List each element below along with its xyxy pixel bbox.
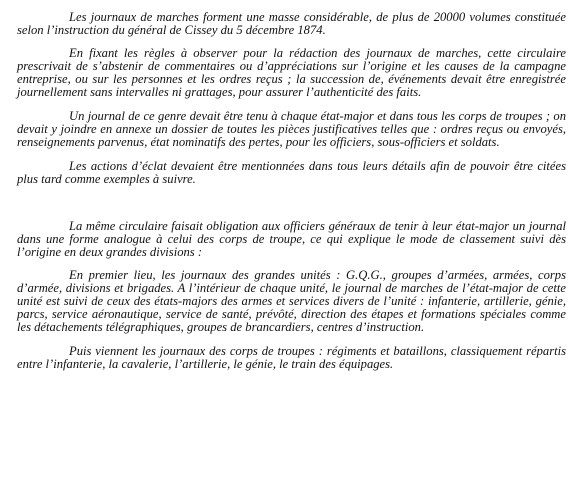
section-gap bbox=[17, 186, 566, 220]
paragraph-3: Un journal de ce genre devait être tenu à chaque état-major et dans tous les corps de troupes ; on devait y joindre en annexe un dossier de toutes les pièces justificatives telles que : ordres reçus ou envoyés, renseignements parvenus, état nominatifs des pertes, pour les officiers, sous-officiers et soldats. bbox=[17, 109, 566, 149]
paragraph-7: Puis viennent les journaux des corps de troupes : régiments et bataillons, classiquement répartis entre l’infanterie, la cavalerie, l’artillerie, le génie, le train des équipages. bbox=[17, 344, 566, 371]
paragraph-2: En fixant les règles à observer pour la rédaction des journaux de marches, cette circulaire prescrivait de s’abstenir de commentaires ou d’appréciations sur l’origine et les causes de la campagne entreprise, ou sur les personnes et les ordres reçus ; la succession de, événements devait être enregistrée journellement sans intervalles ni grattages, pour assurer l’authenticité des faits. bbox=[17, 46, 566, 99]
paragraph-4: Les actions d’éclat devaient être mentionnées dans tous leurs détails afin de pouvoir être citées plus tard comme exemples à suivre. bbox=[17, 159, 566, 186]
paragraph-1: Les journaux de marches forment une masse considérable, de plus de 20000 volumes constituée selon l’instruction du général de Cissey du 5 décembre 1874. bbox=[17, 10, 566, 37]
paragraph-6: En premier lieu, les journaux des grandes unités : G.Q.G., groupes d’armées, armées, corps d’armée, divisions et brigades. A l’intérieur de chaque unité, le journal de marches de l’état-major de cette unité est suivi de ceux des états-majors des armes et services divers de l’unité : infanterie, artillerie, génie, parcs, service aéronautique, service de santé, prévôté, direction des étapes et formations spéciales comme les détachements télégraphiques, groupes de brancardiers, centres d’instruction. bbox=[17, 268, 566, 334]
paragraph-5: La même circulaire faisait obligation aux officiers généraux de tenir à leur état-major un journal dans une forme analogue à celui des corps de troupe, ce qui explique le mode de classement suivi dès l’origine en deux grandes divisions : bbox=[17, 219, 566, 259]
